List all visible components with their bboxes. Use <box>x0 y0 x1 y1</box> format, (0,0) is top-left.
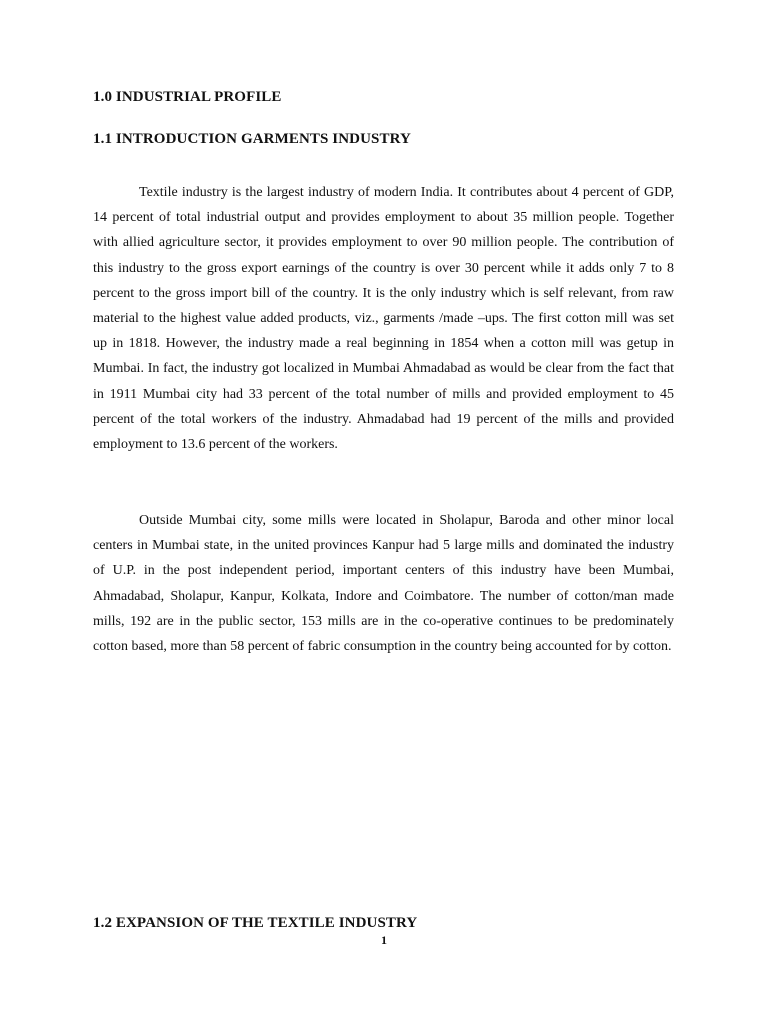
body-paragraph: Outside Mumbai city, some mills were located in Sholapur, Baroda and other minor local centers in Mumbai state, in the united provinces Kanpur had 5 large mills and dominated the industry of U.P. in the post independent period, important centers of this industry have been Mumbai, Ahmadabad, Sholapur, Kanpur, Kolkata, Indore and Coimbatore. The number of cotton/man made mills, 192 are in the public sector, 153 mills are in the co-operative continues to be predominately cotton based, more than 58 percent of fabric consumption in the country being accounted for by cotton. <box>93 513 674 655</box>
body-paragraph: Textile industry is the largest industry of modern India. It contributes about 4 percent of GDP, 14 percent of total industrial output and provides employment to about 35 million people. Together with allied agriculture sector, it provides employment to over 90 million people. The contribution of this industry to the gross export earnings of the country is over 30 percent while it adds only 7 to 8 percent to the gross import bill of the country. It is the only industry which is self relevant, from raw material to the highest value added products, viz., garments /made –ups. The first cotton mill was set up in 1818. However, the industry made a real beginning in 1854 when a cotton mill was getup in Mumbai. In fact, the industry got localized in Mumbai Ahmadabad as would be clear from the fact that in 1911 Mumbai city had 33 percent of the total number of mills and provided employment to 45 percent of the total workers of the industry. Ahmadabad had 19 percent of the mills and provided employment to 13.6 percent of the workers. <box>93 185 674 453</box>
page-number: 1 <box>381 933 387 947</box>
subsection-heading-introduction: 1.1 INTRODUCTION GARMENTS INDUSTRY <box>93 131 411 147</box>
section-heading-industrial-profile: 1.0 INDUSTRIAL PROFILE <box>93 89 282 105</box>
subsection-heading-expansion: 1.2 EXPANSION OF THE TEXTILE INDUSTRY <box>93 915 418 931</box>
